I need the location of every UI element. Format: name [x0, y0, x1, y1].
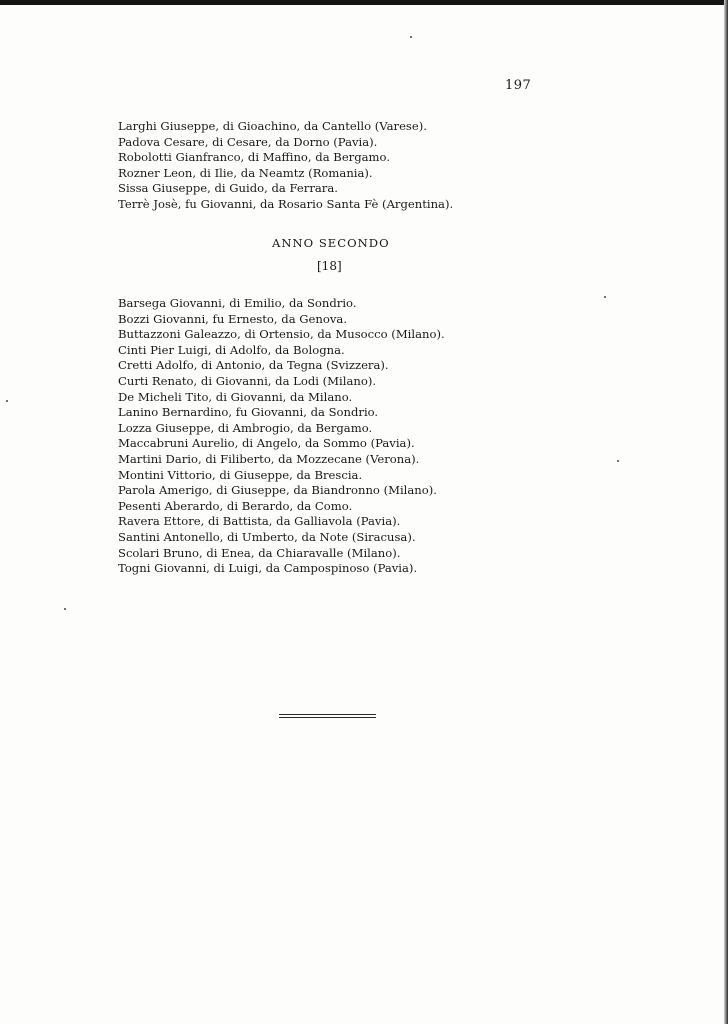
scan-speck	[6, 400, 8, 402]
list-item: Terrè Josè, fu Giovanni, da Rosario Santa Fè (Argentina).	[118, 196, 454, 211]
student-list-continued	[118, 119, 538, 213]
scan-speck	[617, 460, 619, 462]
list-item: Barsega Giovanni, di Emilio, da Sondrio.	[118, 296, 357, 310]
rule-line	[279, 714, 376, 715]
list-item: Buttazzoni Galeazzo, di Ortensio, da Musocco (Milano).	[118, 327, 445, 342]
student-list-second-year	[118, 296, 538, 577]
list-item: Rozner Leon, di Ilie, da Neamtz (Romania).	[118, 165, 373, 180]
list-item: Scolari Bruno, di Enea, da Chiaravalle (Milano).	[118, 545, 401, 560]
list-item: Lanino Bernardino, fu Giovanni, da Sondrio.	[118, 405, 379, 420]
list-item: De Micheli Tito, di Giovanni, da Milano.	[118, 389, 353, 404]
scan-top-edge	[0, 0, 728, 5]
section-heading: ANNO SECONDO	[272, 236, 390, 250]
list-item: Sissa Giuseppe, di Guido, da Ferrara.	[118, 181, 338, 196]
scan-speck	[604, 296, 606, 298]
rule-line	[279, 717, 376, 718]
list-item: Lozza Giuseppe, di Ambrogio, da Bergamo.	[118, 420, 373, 435]
list-item: Togni Giovanni, di Luigi, da Campospinoso (Pavia).	[118, 561, 418, 576]
list-item: Maccabruni Aurelio, di Angelo, da Sommo (Pavia).	[118, 436, 415, 451]
scan-right-edge	[724, 0, 728, 1024]
list-item: Curti Renato, di Giovanni, da Lodi (Milano).	[118, 373, 377, 388]
list-item: Ravera Ettore, di Battista, da Galliavola (Pavia).	[118, 514, 401, 529]
list-item: Padova Cesare, di Cesare, da Dorno (Pavia).	[118, 134, 378, 149]
list-item: Martini Dario, di Filiberto, da Mozzecane (Verona).	[118, 451, 420, 466]
list-item: Bozzi Giovanni, fu Ernesto, da Genova.	[118, 311, 348, 326]
list-item: Santini Antonello, di Umberto, da Note (Siracusa).	[118, 529, 416, 544]
list-item: Parola Amerigo, di Giuseppe, da Biandronno (Milano).	[118, 483, 437, 498]
list-item: Pesenti Aberardo, di Berardo, da Como.	[118, 498, 353, 513]
page-number: 197	[505, 78, 532, 93]
list-item: Montini Vittorio, di Giuseppe, da Brescia.	[118, 467, 363, 482]
scan-speck	[64, 608, 66, 610]
section-end-rule	[279, 714, 376, 720]
list-item: Larghi Giuseppe, di Gioachino, da Cantello (Varese).	[118, 119, 427, 133]
list-item: Robolotti Gianfranco, di Maffino, da Bergamo.	[118, 150, 391, 165]
scan-speck	[410, 36, 412, 38]
section-count: [18]	[317, 259, 342, 273]
list-item: Cinti Pier Luigi, di Adolfo, da Bologna.	[118, 342, 345, 357]
list-item: Cretti Adolfo, di Antonio, da Tegna (Svizzera).	[118, 358, 389, 373]
